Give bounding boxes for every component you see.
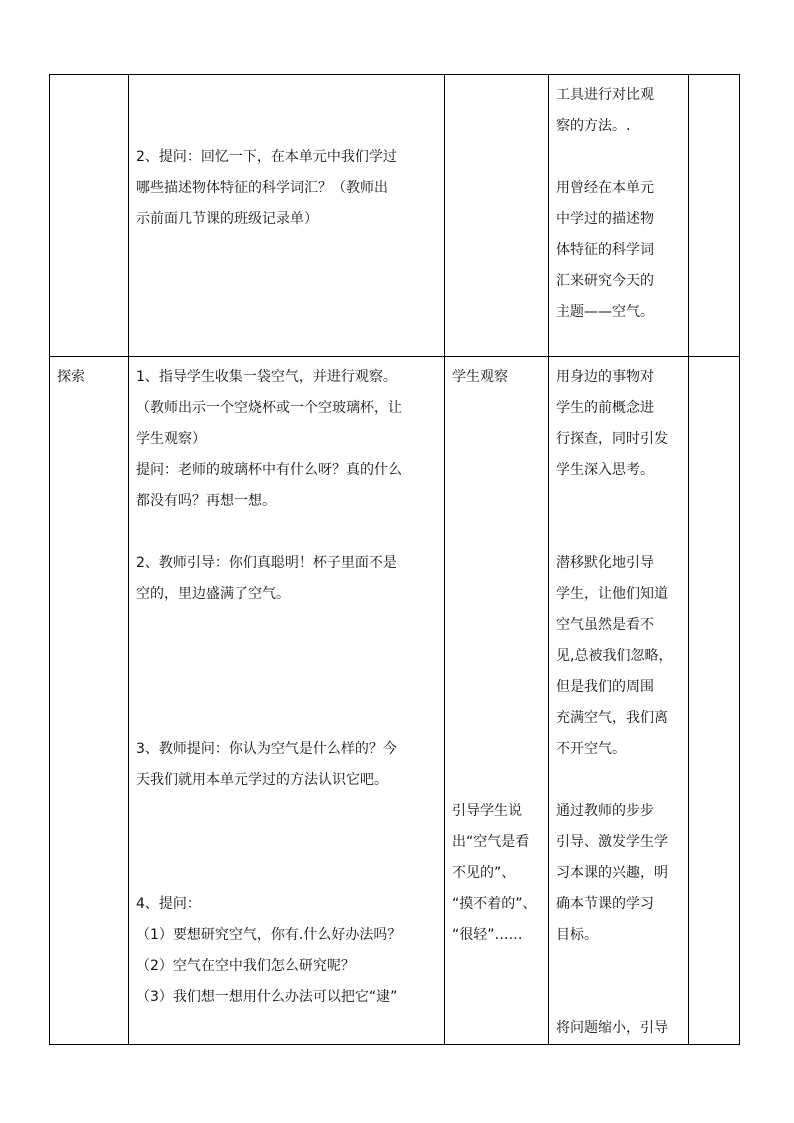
text-line: 体特征的科学词 [556,242,654,258]
text-line: 但是我们的周围 [556,679,654,695]
text-line: （3）我们想一想用什么办法可以把它“逮” [136,989,398,1005]
text-line [556,982,682,1013]
text-line: “摸不着的”、 [452,896,537,912]
text-line: 学生，让他们知道 [556,586,668,602]
text-line: 空气虽然是看不 [556,617,654,633]
text-line: 学生深入思考。 [556,462,654,478]
text-line: （2）空气在空中我们怎么研究呢？ [136,958,355,974]
text-line: 哪些描述物体特征的科学词汇？（教师出 [136,180,388,196]
text-line [556,765,682,796]
text-line: 3、教师提问：你认为空气是什么样的？今 [136,741,397,757]
text-line: 主题——空气。 [556,304,654,320]
text-line [452,641,542,672]
text-line [556,486,682,517]
text-line: 不见的”、 [452,865,516,881]
notes-cell [689,75,740,357]
text-line [452,672,542,703]
text-line [452,455,542,486]
text-line [452,610,542,641]
text-line: 示前面几节课的班级记录单） [136,211,318,227]
text-line: 行探查，同时引发 [556,431,668,447]
text-line [452,517,542,548]
text-line: 工具进行对比观 [556,87,654,103]
text-line: 用曾经在本单元 [556,180,654,196]
text-line: 中学过的描述物 [556,211,654,227]
text-line [452,765,542,796]
text-line [136,703,438,734]
text-line: 出“空气是看 [452,834,530,850]
text-line [452,393,542,424]
text-line: （教师出示一个空烧杯或一个空玻璃杯，让 [136,400,402,416]
text-line [556,517,682,548]
table-row [50,75,740,357]
text-line: 潜移默化地引导 [556,555,654,571]
text-line: 天我们就用本单元学过的方法认识它吧。 [136,772,388,788]
lesson-plan-table [49,74,740,1045]
text-line: （1）要想研究空气，你有.什么好办法吗？ [136,927,402,943]
student-activity-cell [445,357,549,1045]
text-line [136,517,438,548]
text-line: 引导学生说 [452,803,522,819]
text-line [136,111,438,142]
design-intent-cell [549,357,689,1045]
stage-cell [50,75,129,357]
text-line [452,548,542,579]
text-line: 学生的前概念进 [556,400,654,416]
text-line [452,734,542,765]
text-line: “很轻”…… [452,927,523,943]
text-line [136,610,438,641]
text-line [452,703,542,734]
text-line [136,796,438,827]
text-line: 学生观察 [452,369,508,385]
text-line: 确本节课的学习 [556,896,654,912]
text-line: 引导、激发学生学 [556,834,668,850]
table-row [50,357,740,1045]
text-line [136,641,438,672]
text-line [136,672,438,703]
text-line: 充满空气，我们离 [556,710,668,726]
text-line: 学生观察） [136,431,206,447]
text-line: 通过教师的步步 [556,803,654,819]
text-line: 2、教师引导：你们真聪明！杯子里面不是 [136,555,397,571]
notes-cell [689,357,740,1045]
text-line: 见,总被我们忽略， [556,648,673,664]
text-line [452,579,542,610]
text-line: 提问：老师的玻璃杯中有什么呀？真的什么 [136,462,402,478]
text-line [556,951,682,982]
text-line: 察的方法。. [556,118,631,134]
text-line [136,827,438,858]
text-line [136,858,438,889]
text-line: 空的，里边盛满了空气。 [136,586,290,602]
text-line: 1、指导学生收集一袋空气，并进行观察。 [136,369,397,385]
design-intent-cell [549,75,689,357]
text-line [452,486,542,517]
student-activity-cell [445,75,549,357]
text-line: 习本课的兴趣，明 [556,865,668,881]
text-line [556,142,682,173]
process-cell [129,75,445,357]
stage-cell: 探索 [50,357,129,1045]
text-line: 都没有吗？再想一想。 [136,493,276,509]
text-line: 目标。 [556,927,598,943]
text-line [452,424,542,455]
text-line: 将问题缩小，引导 [556,1020,668,1036]
text-line: 4、提问： [136,896,201,912]
text-line: 2、提问：回忆一下，在本单元中我们学过 [136,149,397,165]
text-line: 用身边的事物对 [556,369,654,385]
process-cell [129,357,445,1045]
text-line: 汇来研究今天的 [556,273,654,289]
text-line: 不开空气。 [556,741,626,757]
text-line [136,80,438,111]
